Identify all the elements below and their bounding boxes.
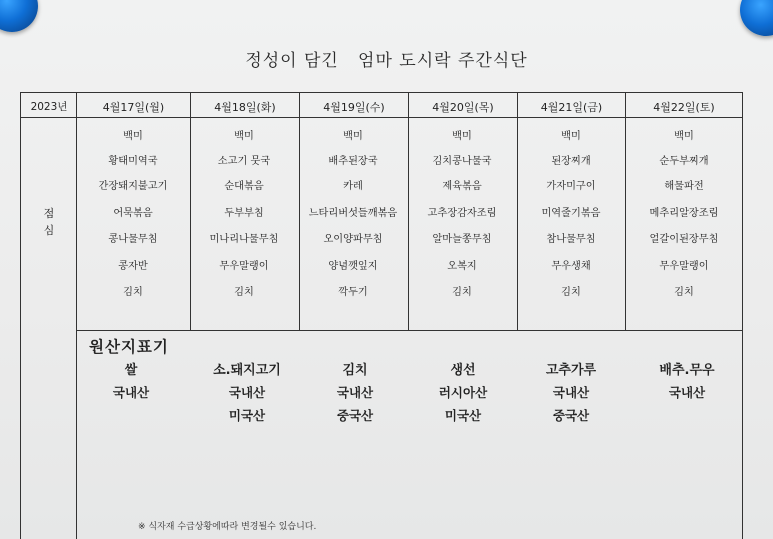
dish-item: 백미 bbox=[234, 131, 254, 142]
origin-column bbox=[71, 359, 191, 406]
dish-item: 고추장감자조림 bbox=[427, 208, 497, 219]
dish-item: 된장찌개 bbox=[551, 156, 591, 167]
footnote: ※ 식자재 수급상황에따라 변경될수 있습니다. bbox=[138, 522, 317, 532]
dish-item: 김치 bbox=[234, 287, 254, 298]
dish-item: 백미 bbox=[674, 131, 694, 142]
origin-country: 미국산 bbox=[228, 408, 266, 423]
dish-item: 느타리버섯들깨볶음 bbox=[308, 208, 398, 219]
dish-item: 김치 bbox=[123, 287, 143, 298]
origin-item-name: 고추가루 bbox=[545, 363, 597, 378]
origin-item-name: 쌀 bbox=[124, 363, 138, 378]
origin-country: 국내산 bbox=[552, 385, 590, 400]
origin-item-name: 소.돼지고기 bbox=[213, 363, 281, 378]
lunch-bottom-divider bbox=[77, 330, 742, 331]
origin-column bbox=[511, 359, 631, 429]
origin-country: 국내산 bbox=[112, 385, 150, 400]
dish-item: 오복지 bbox=[447, 261, 477, 272]
dish-item: 미나리나물무침 bbox=[209, 234, 279, 245]
origin-column bbox=[627, 359, 747, 406]
origin-item-name: 생선 bbox=[450, 363, 476, 378]
origin-country: 중국산 bbox=[336, 408, 374, 423]
dish-item: 김치콩나물국 bbox=[432, 156, 492, 167]
origin-country: 국내산 bbox=[336, 385, 374, 400]
page-title: 정성이 담긴 엄마 도시락 주간식단 bbox=[245, 51, 528, 71]
day-header: 4월22일(토) bbox=[653, 101, 715, 114]
dish-item: 어묵볶음 bbox=[113, 208, 153, 219]
day-header: 4월20일(목) bbox=[432, 101, 494, 114]
dish-item: 백미 bbox=[343, 131, 363, 142]
dish-item: 무우말랭이 bbox=[659, 261, 709, 272]
dish-item: 순두부찌개 bbox=[659, 156, 709, 167]
dish-item: 얼갈이된장무침 bbox=[649, 234, 719, 245]
day-header: 4월18일(화) bbox=[214, 101, 276, 114]
dish-item: 양념깻잎지 bbox=[328, 261, 378, 272]
dish-item: 참나물무침 bbox=[546, 234, 596, 245]
header-divider bbox=[21, 117, 742, 118]
lunch-label-char: 심 bbox=[43, 224, 55, 237]
year-label: 2023년 bbox=[30, 101, 68, 113]
dish-item: 무우생채 bbox=[551, 261, 591, 272]
dish-item: 콩나물무침 bbox=[108, 234, 158, 245]
lunch-label-char: 점 bbox=[43, 207, 55, 220]
dish-item: 깍두기 bbox=[338, 287, 368, 298]
dish-item: 김치 bbox=[452, 287, 472, 298]
dish-item: 가자미구이 bbox=[546, 181, 596, 192]
day-header: 4월17일(월) bbox=[102, 101, 165, 114]
dish-item: 제육볶음 bbox=[442, 181, 482, 192]
dish-item: 카레 bbox=[343, 181, 363, 192]
dish-item: 순대볶음 bbox=[224, 181, 264, 192]
dish-item: 백미 bbox=[561, 131, 581, 142]
origin-column bbox=[403, 359, 523, 429]
origin-country: 미국산 bbox=[444, 408, 482, 423]
dish-item: 오이양파무침 bbox=[323, 234, 383, 245]
dish-item: 김치 bbox=[674, 287, 694, 298]
dish-item: 배추된장국 bbox=[328, 156, 378, 167]
dish-item: 콩자반 bbox=[118, 261, 148, 272]
origin-country: 국내산 bbox=[668, 385, 706, 400]
day-header: 4월21일(금) bbox=[540, 101, 603, 114]
dish-item: 황태미역국 bbox=[108, 156, 158, 167]
dish-item: 백미 bbox=[452, 131, 472, 142]
weekly-menu-table bbox=[20, 92, 743, 539]
origin-column bbox=[187, 359, 307, 429]
origin-country: 중국산 bbox=[552, 408, 590, 423]
origin-column bbox=[295, 359, 415, 429]
dish-item: 알마늘쫑무침 bbox=[432, 234, 492, 245]
day-header: 4월19일(수) bbox=[323, 101, 385, 114]
origin-country: 국내산 bbox=[228, 385, 266, 400]
origin-item-name: 김치 bbox=[342, 363, 368, 378]
dish-item: 무우말랭이 bbox=[219, 261, 269, 272]
dish-item: 해물파전 bbox=[664, 181, 704, 192]
origin-country: 러시아산 bbox=[438, 385, 488, 400]
dish-item: 미역줄기볶음 bbox=[541, 208, 601, 219]
dish-item: 메추리알장조림 bbox=[649, 208, 719, 219]
origin-title: 원산지표기 bbox=[89, 338, 169, 356]
dish-item: 김치 bbox=[561, 287, 581, 298]
dish-item: 소고기 뭇국 bbox=[217, 156, 271, 167]
dish-item: 두부부침 bbox=[224, 208, 264, 219]
dish-item: 간장돼지불고기 bbox=[98, 181, 168, 192]
dish-item: 백미 bbox=[123, 131, 143, 142]
lunch-label bbox=[21, 205, 77, 239]
origin-item-name: 배추.무우 bbox=[659, 363, 715, 378]
